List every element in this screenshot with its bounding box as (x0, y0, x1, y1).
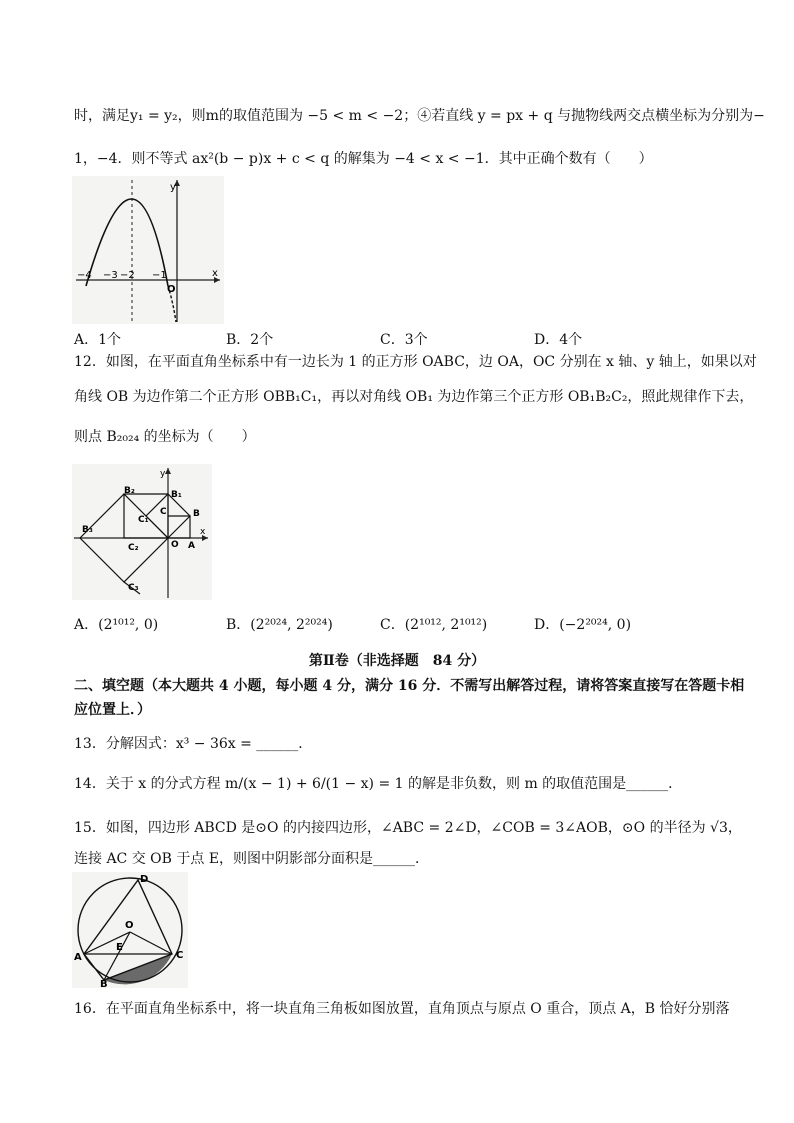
q12-fig-c2: C₂ (128, 543, 139, 553)
q11-fig-tick-1: −1 (152, 270, 167, 281)
q12-line-3: 则点 B₂₀₂₄ 的坐标为（ ） (74, 429, 256, 445)
q12-line-2: 角线 OB 为边作第二个正方形 OBB₁C₁，再以对角线 OB₁ 为边作第三个正方形 OB₁B₂C₂，照此规律作下去， (74, 389, 754, 405)
q11-line-2: 1，−4．则不等式 ax²(b − p)x + c < q 的解集为 −4 < x < −1．其中正确个数有（ ） (74, 151, 653, 167)
section2-instruction-2: 应位置上．） (74, 702, 151, 718)
q16-text: 16．在平面直角坐标系中，将一块直角三角板如图放置，直角顶点与原点 O 重合，顶点 A，B 恰好分别落 (74, 1001, 730, 1017)
q15-fig-a: A (74, 952, 82, 963)
q12-option-a[interactable]: A．(2¹⁰¹², 0) (74, 617, 159, 633)
q12-fig-b: B (193, 509, 200, 519)
q11-options (74, 329, 734, 351)
q11-fig-tick-3: −3 (103, 270, 118, 281)
q15-fig-c: C (176, 950, 184, 961)
q15-fig-e: E (116, 942, 123, 953)
q14-text: 14．关于 x 的分式方程 m/(x − 1) + 6/(1 − x) = 1 的解是非负数，则 m 的取值范围是______． (74, 776, 683, 792)
q15-fig-o: O (125, 920, 134, 931)
q15-fig-d: D (140, 874, 149, 885)
section2-instruction-1: 二、填空题（本大题共 4 小题，每小题 4 分，满分 16 分．不需写出解答过程，请将答案直接写在答题卡相 (74, 678, 745, 694)
q12-fig-b3: B₃ (82, 525, 93, 535)
q11-fig-o: O (167, 284, 176, 295)
q11-option-a[interactable]: A．1个 (74, 332, 122, 348)
q15-line-2: 连接 AC 交 OB 于点 E，则图中阴影部分面积是______． (74, 851, 430, 867)
q12-option-b[interactable]: B．(2²⁰²⁴, 2²⁰²⁴) (226, 617, 333, 633)
q12-fig-c3: C₃ (128, 583, 139, 593)
q11-option-d[interactable]: D．4个 (534, 332, 583, 348)
q13-text: 13．分解因式：x³ − 36x = ______． (74, 736, 313, 752)
section2-title: 第Ⅱ卷（非选择题 84 分） (308, 653, 486, 669)
q12-fig-b1: B₁ (171, 490, 182, 500)
q11-parabola-figure (72, 176, 224, 324)
q12-squares-figure (72, 464, 212, 600)
q11-line-1: 时，满足y₁ = y₂，则m的取值范围为 −5 < m < −2；④若直线 y = px + q 与抛物线两交点横坐标为分别为− (74, 108, 765, 124)
q11-fig-tick-4: −4 (77, 270, 92, 281)
q12-fig-x: x (200, 527, 206, 537)
q15-line-1: 15．如图，四边形 ABCD 是⊙O 的内接四边形，∠ABC = 2∠D，∠COB = 3∠AOB，⊙O 的半径为 √3， (74, 820, 742, 836)
q12-fig-c: C (160, 507, 167, 517)
q12-fig-b2: B₂ (124, 486, 135, 496)
q11-option-c[interactable]: C．3个 (380, 332, 428, 348)
q12-fig-o: O (171, 540, 179, 550)
q11-fig-tick-2: −2 (120, 270, 135, 281)
q12-fig-y: y (160, 469, 166, 479)
q12-line-1: 12．如图，在平面直角坐标系中有一边长为 1 的正方形 OABC，边 OA，OC 分别在 x 轴、y 轴上，如果以对 (74, 354, 757, 370)
q15-circle-figure (72, 872, 188, 988)
q12-option-d[interactable]: D．(−2²⁰²⁴, 0) (534, 617, 632, 633)
q11-option-b[interactable]: B．2个 (226, 332, 274, 348)
q12-options (74, 614, 734, 636)
q15-fig-b: B (100, 979, 108, 988)
q11-fig-x: x (212, 268, 218, 279)
q11-fig-y: y (170, 182, 176, 193)
q12-option-c[interactable]: C．(2¹⁰¹², 2¹⁰¹²) (380, 617, 488, 633)
q12-fig-c1: C₁ (138, 515, 149, 525)
q12-fig-a: A (188, 541, 195, 551)
